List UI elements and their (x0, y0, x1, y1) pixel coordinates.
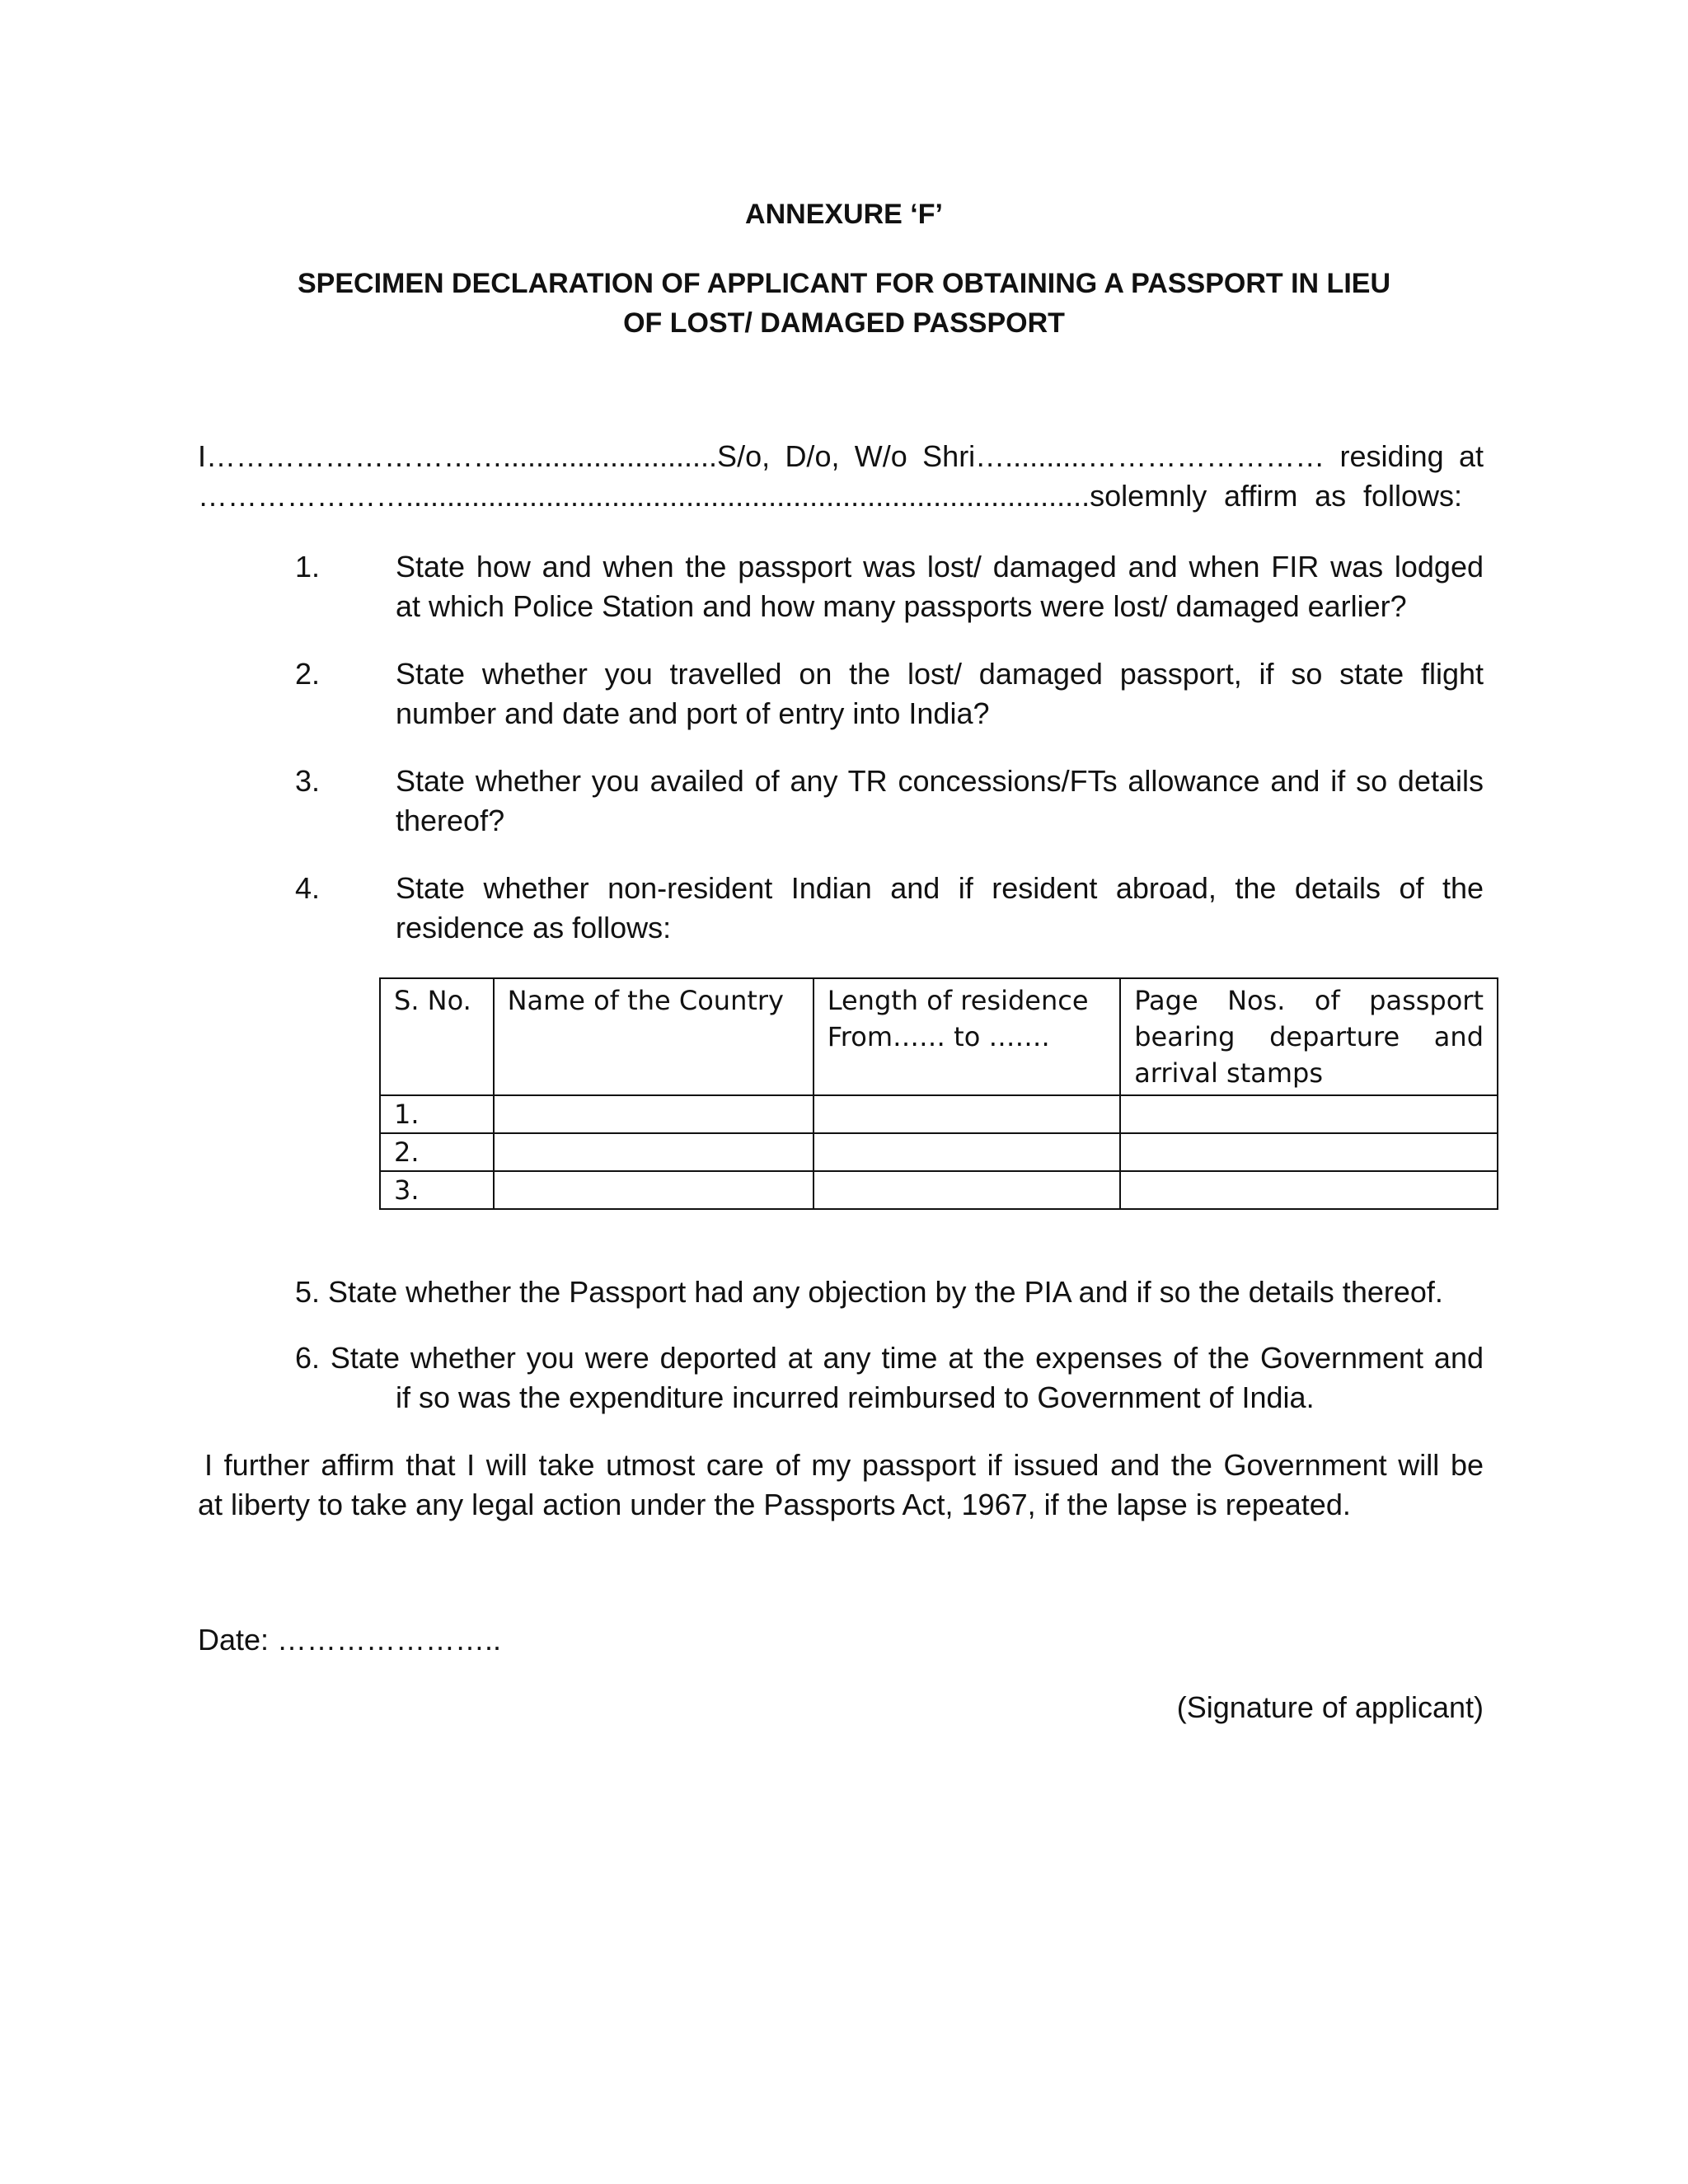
table-row (380, 1095, 1498, 1133)
item-1-line-1: State how and when the passport was lost/ damaged and when FIR was lodged (396, 550, 1484, 583)
item-1-line-2: at which Police Station and how many passports were lost/ damaged earlier? (396, 589, 1407, 623)
item-2-number: 2. (295, 657, 321, 691)
item-6-line-1: 6. State whether you were deported at any time at the expenses of the Government and (295, 1341, 1484, 1375)
table-cell-length[interactable] (814, 1171, 1120, 1209)
table-cell-country[interactable] (494, 1171, 814, 1209)
document-title (102, 264, 1586, 343)
table-cell-page-nos[interactable] (1120, 1095, 1498, 1133)
table-cell-length[interactable] (814, 1133, 1120, 1171)
table-header-row (380, 978, 1498, 1095)
title-line-1: SPECIMEN DECLARATION OF APPLICANT FOR OBTAINING A PASSPORT IN LIEU (297, 268, 1391, 299)
table-row (380, 1133, 1498, 1171)
header-country: Name of the Country (494, 978, 814, 1095)
item-5: 5. State whether the Passport had any objection by the PIA and if so the details thereof. (295, 1275, 1443, 1309)
annexure-heading: ANNEXURE ‘F’ (745, 199, 943, 230)
table-cell-s-no: 3. (380, 1171, 494, 1209)
item-3-number: 3. (295, 764, 321, 798)
item-4-number: 4. (295, 871, 321, 905)
item-1-number: 1. (295, 550, 321, 583)
item-3-line-2: thereof? (396, 804, 505, 837)
table-cell-length[interactable] (814, 1095, 1120, 1133)
item-2-line-1: State whether you travelled on the lost/ damaged passport, if so state flight (396, 657, 1484, 691)
table-cell-country[interactable] (494, 1095, 814, 1133)
date-field[interactable]: Date: ………………….. (198, 1623, 502, 1657)
intro-line-2: …………………...................................................................................solemnly affirm as follows: (198, 479, 1462, 513)
signature-label: (Signature of applicant) (1176, 1690, 1484, 1724)
intro-line-1: I…………………………..........................S/o, D/o, W/o Shri…..........…………………… residing at (198, 439, 1484, 473)
affirmation-line-1: I further affirm that I will take utmost care of my passport if issued and the Government will be (204, 1448, 1484, 1482)
header-length-of-residence: Length of residence From…… to ……. (814, 978, 1120, 1095)
table-cell-page-nos[interactable] (1120, 1171, 1498, 1209)
header-page-nos: Page Nos. of passport bearing departure and arrival stamps (1120, 978, 1498, 1095)
item-4-line-2: residence as follows: (396, 911, 672, 944)
table-cell-page-nos[interactable] (1120, 1133, 1498, 1171)
item-6-line-2: if so was the expenditure incurred reimbursed to Government of India. (396, 1380, 1315, 1414)
residence-table (379, 977, 1498, 1210)
affirmation-line-2: at liberty to take any legal action under the Passports Act, 1967, if the lapse is repeated. (198, 1488, 1351, 1521)
item-3-line-1: State whether you availed of any TR concessions/FTs allowance and if so details (396, 764, 1484, 798)
item-4-line-1: State whether non-resident Indian and if resident abroad, the details of the (396, 871, 1484, 905)
table-row (380, 1171, 1498, 1209)
table-cell-s-no: 2. (380, 1133, 494, 1171)
table-cell-s-no: 1. (380, 1095, 494, 1133)
item-2-line-2: number and date and port of entry into India? (396, 696, 990, 730)
table-cell-country[interactable] (494, 1133, 814, 1171)
header-s-no: S. No. (380, 978, 494, 1095)
title-line-2: OF LOST/ DAMAGED PASSPORT (623, 307, 1065, 339)
